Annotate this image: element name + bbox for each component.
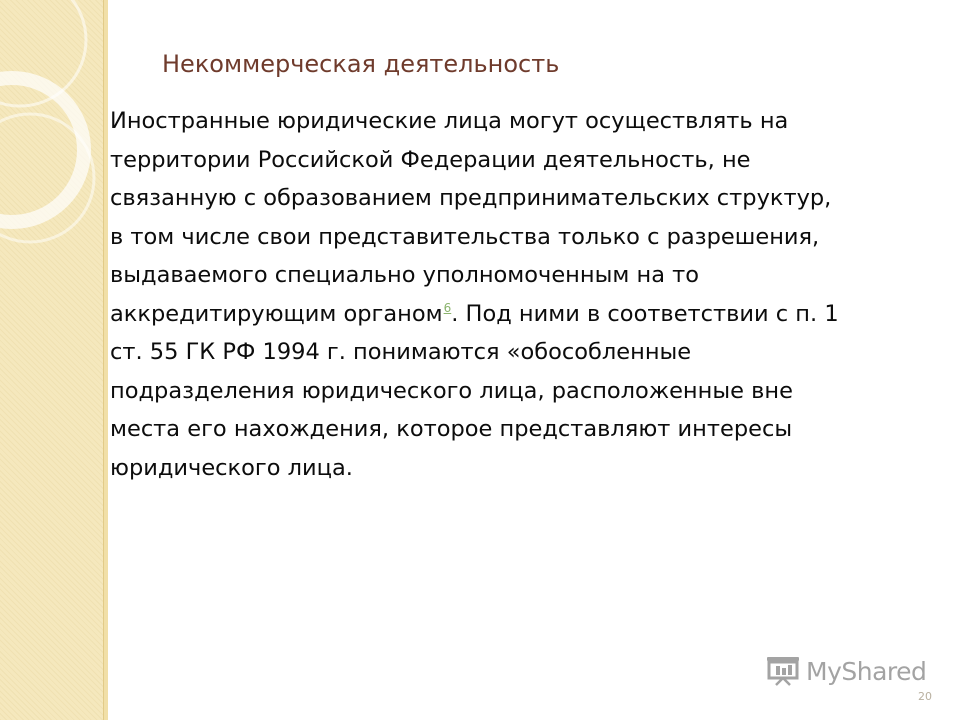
slide-body [110,102,850,487]
body-paragraph [110,102,850,487]
decorative-circles [0,0,103,320]
decorative-side-band [0,0,103,720]
body-text-part1: Иностранные юридические лица могут осуществлять на территории Российской Федерации деятельность, не связанную с образованием предпринимательских структур, в том числе свои представительства только с разрешения, выдаваемого специально уполномоченным на то аккредитирующим органом [110,108,832,327]
side-divider [103,0,108,720]
projector-screen-icon [766,656,800,686]
watermark-text: MyShared [806,656,927,686]
body-text-part2: . Под ними в соответствии с п. 1 ст. 55 ГК РФ 1994 г. понимаются «обособленные подразделения юридического лица, расположенные вне места его нахождения, которое представляют интересы юридического лица. [110,300,839,481]
footnote-link[interactable]: 6 [443,301,452,315]
slide-title: Некоммерческая деятельность [162,50,560,78]
page-number: 20 [918,690,932,703]
myshared-watermark [766,656,926,686]
